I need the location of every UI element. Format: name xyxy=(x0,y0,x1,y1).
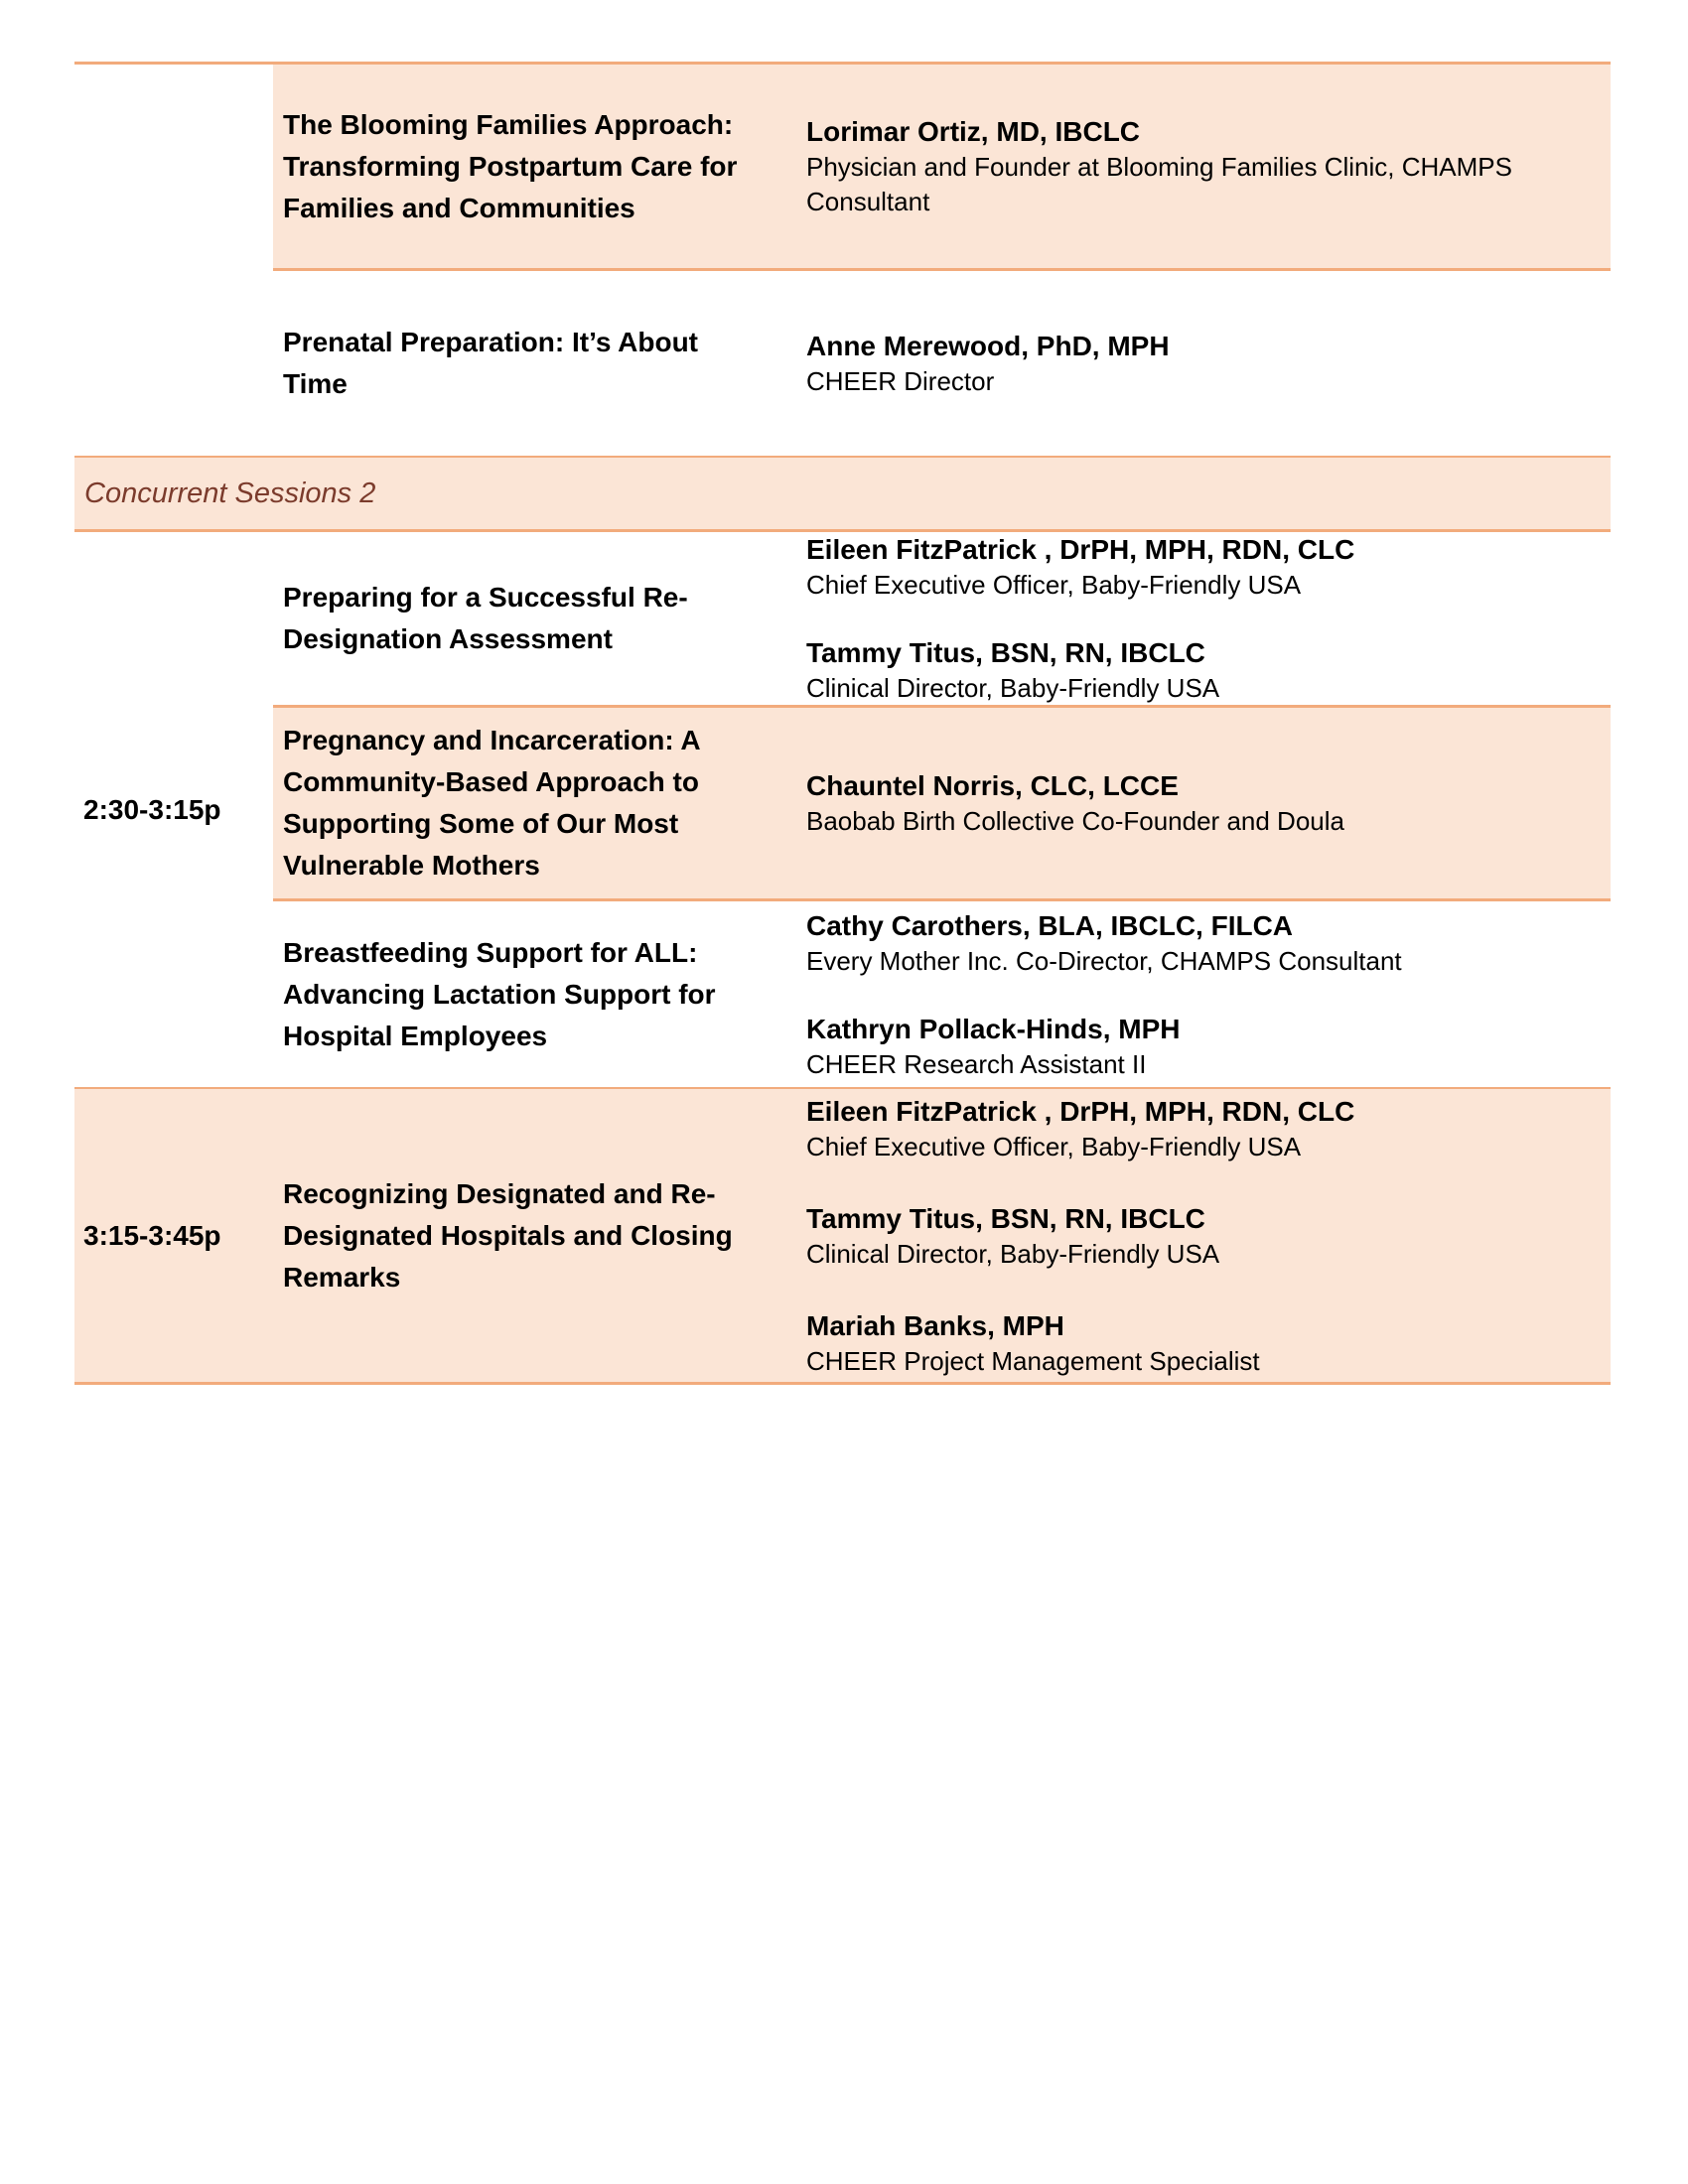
speaker-name: Tammy Titus, BSN, RN, IBCLC xyxy=(806,1202,1205,1234)
time-label: 2:30-3:15p xyxy=(83,793,221,825)
session-title: Pregnancy and Incarceration: A Community-Based Approach to Supporting Some of Our Most Vulnerable Mothers xyxy=(283,725,700,881)
session-speakers-cell xyxy=(794,705,1611,901)
session-speakers-cell xyxy=(794,62,1611,271)
section-header-label: Concurrent Sessions 2 xyxy=(84,477,376,509)
session-title-cell xyxy=(273,705,794,901)
time-cell-315-345 xyxy=(74,1087,273,1385)
speaker xyxy=(806,767,1605,839)
session-title: Breastfeeding Support for ALL: Advancing Lactation Support for Hospital Employees xyxy=(283,936,716,1051)
time-cell-230-315 xyxy=(74,532,273,1087)
time-cell-empty-2 xyxy=(74,271,273,456)
speaker-name: Chauntel Norris, CLC, LCCE xyxy=(806,770,1179,801)
session-title-cell xyxy=(273,62,794,271)
speaker-name: Eileen FitzPatrick , DrPH, MPH, RDN, CLC xyxy=(806,534,1355,565)
section-header-band xyxy=(74,456,1611,532)
time-label: 3:15-3:45p xyxy=(83,1219,221,1251)
speaker-name: Eileen FitzPatrick , DrPH, MPH, RDN, CLC xyxy=(806,1095,1355,1127)
speaker xyxy=(806,113,1605,219)
speaker-role: Chief Executive Officer, Baby-Friendly USA xyxy=(806,570,1302,600)
session-speakers-cell xyxy=(794,532,1611,705)
speaker xyxy=(806,531,1605,603)
session-title-cell xyxy=(273,1087,794,1385)
speaker xyxy=(806,634,1605,706)
session-title: Prenatal Preparation: It’s About Time xyxy=(283,327,698,399)
speaker-name: Anne Merewood, PhD, MPH xyxy=(806,331,1170,361)
speaker xyxy=(806,328,1605,399)
session-title-cell xyxy=(273,532,794,705)
session-title: The Blooming Families Approach: Transforming Postpartum Care for Families and Communities xyxy=(283,108,738,223)
speaker-name: Cathy Carothers, BLA, IBCLC, FILCA xyxy=(806,909,1294,941)
speaker xyxy=(806,907,1605,979)
session-title: Recognizing Designated and Re-Designated Hospitals and Closing Remarks xyxy=(283,1177,733,1293)
speaker-name: Tammy Titus, BSN, RN, IBCLC xyxy=(806,637,1205,668)
schedule-table xyxy=(74,62,1611,1385)
speaker-role: Physician and Founder at Blooming Families Clinic, CHAMPS Consultant xyxy=(806,152,1512,216)
speaker-name: Kathryn Pollack-Hinds, MPH xyxy=(806,1013,1181,1044)
speaker-role: CHEER Research Assistant II xyxy=(806,1048,1147,1079)
speaker-role: CHEER Director xyxy=(806,366,995,396)
session-title: Preparing for a Successful Re-Designation Assessment xyxy=(283,582,688,654)
speaker-name: Lorimar Ortiz, MD, IBCLC xyxy=(806,116,1141,147)
speaker xyxy=(806,1093,1605,1164)
time-cell-empty-1 xyxy=(74,62,273,271)
speaker-role: Clinical Director, Baby-Friendly USA xyxy=(806,673,1220,703)
speaker xyxy=(806,1307,1605,1379)
session-title-cell xyxy=(273,901,794,1087)
speaker xyxy=(806,1011,1605,1082)
speaker-role: Chief Executive Officer, Baby-Friendly USA xyxy=(806,1131,1302,1161)
session-speakers-cell xyxy=(794,1087,1611,1385)
session-speakers-cell xyxy=(794,271,1611,456)
speaker-role: Clinical Director, Baby-Friendly USA xyxy=(806,1238,1220,1269)
speaker-name: Mariah Banks, MPH xyxy=(806,1309,1064,1341)
speaker-role: Baobab Birth Collective Co-Founder and Doula xyxy=(806,806,1344,836)
session-speakers-cell xyxy=(794,901,1611,1087)
session-title-cell xyxy=(273,271,794,456)
speaker-role: CHEER Project Management Specialist xyxy=(806,1345,1260,1376)
speaker xyxy=(806,1200,1605,1272)
speaker-role: Every Mother Inc. Co-Director, CHAMPS Consultant xyxy=(806,945,1402,976)
